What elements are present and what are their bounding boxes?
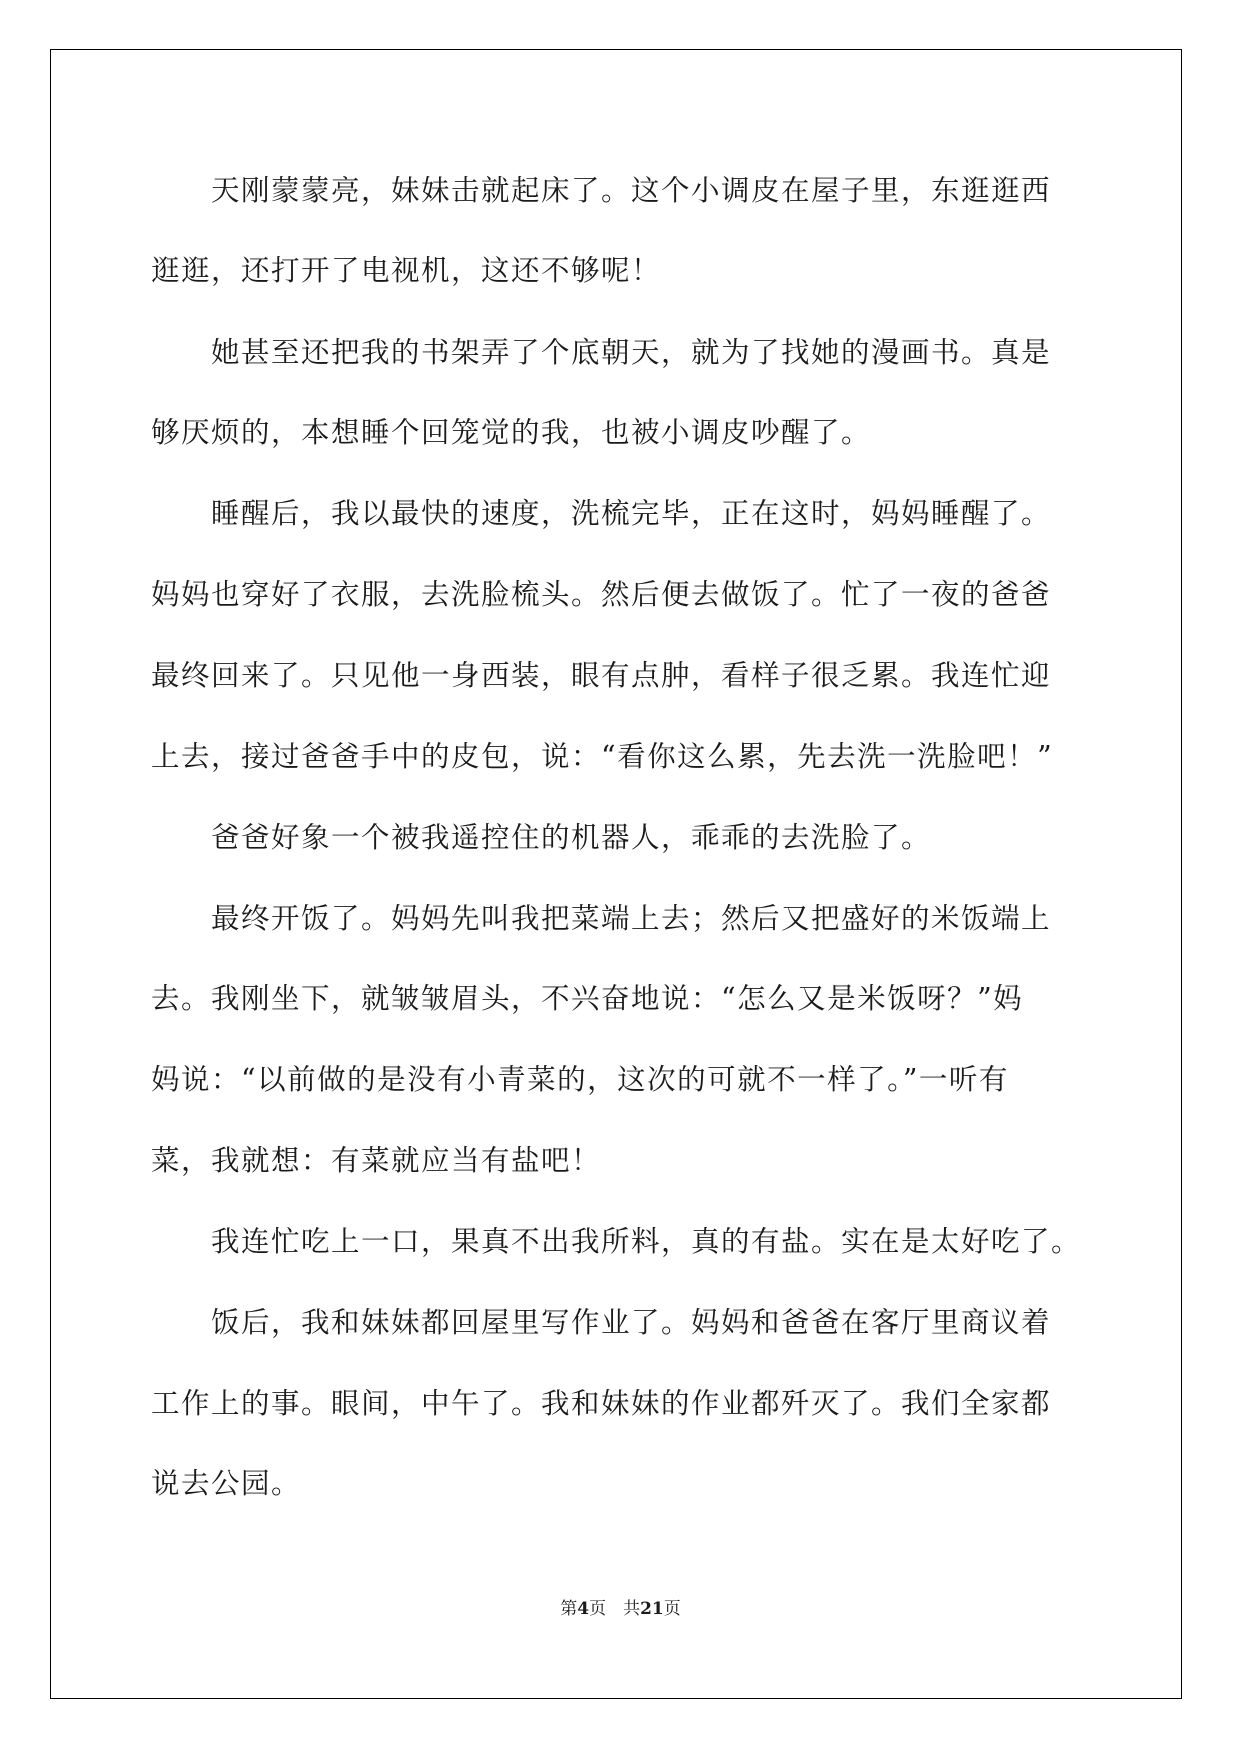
- footer-total-suffix: 页: [663, 1599, 681, 1619]
- text-line: 睡醒后，我以最快的速度，洗梳完毕，正在这时，妈妈睡醒了。: [151, 497, 1052, 530]
- text-line: 去。我刚坐下，就皱皱眉头，不兴奋地说：“怎么又是米饭呀？”妈: [151, 982, 1024, 1015]
- text-line: 最终开饭了。妈妈先叫我把菜端上去；然后又把盛好的米饭端上: [151, 902, 1052, 935]
- footer-prefix: 第: [560, 1599, 578, 1619]
- text-line: 最终回来了。只见他一身西装，眼有点肿，看样子很乏累。我连忙迎: [151, 659, 1052, 692]
- text-line: 她甚至还把我的书架弄了个底朝天，就为了找她的漫画书。真是: [151, 336, 1052, 369]
- text-line: 妈说：“以前做的是没有小青菜的，这次的可就不一样了。”一听有: [151, 1063, 1009, 1096]
- footer-page-suffix: 页 共: [589, 1599, 641, 1619]
- text-line: 妈妈也穿好了衣服，去洗脸梳头。然后便去做饭了。忙了一夜的爸爸: [151, 578, 1052, 611]
- total-pages-number: 21: [640, 1599, 664, 1619]
- current-page-number: 4: [577, 1599, 590, 1619]
- text-line: 工作上的事。眼间，中午了。我和妹妹的作业都歼灭了。我们全家都: [151, 1387, 1052, 1420]
- page-border: [50, 49, 1182, 1699]
- text-line: 天刚蒙蒙亮，妹妹击就起床了。这个小调皮在屋子里，东逛逛西: [151, 174, 1052, 207]
- text-line: 爸爸好象一个被我遥控住的机器人，乖乖的去洗脸了。: [151, 821, 932, 854]
- text-line: 饭后，我和妹妹都回屋里写作业了。妈妈和爸爸在客厅里商议着: [151, 1306, 1052, 1339]
- page-footer: [0, 1598, 1241, 1620]
- text-line: 菜，我就想：有菜就应当有盐吧！: [151, 1144, 602, 1177]
- text-line: 够厌烦的，本想睡个回笼觉的我，也被小调皮吵醒了。: [151, 416, 872, 449]
- text-line: 逛逛，还打开了电视机，这还不够呢！: [151, 254, 662, 287]
- text-line: 说去公园。: [151, 1467, 302, 1500]
- text-line: 我连忙吃上一口，果真不出我所料，真的有盐。实在是太好吃了。: [151, 1225, 1082, 1258]
- text-line: 上去，接过爸爸手中的皮包，说：“看你这么累，先去洗一洗脸吧！”: [151, 740, 1054, 773]
